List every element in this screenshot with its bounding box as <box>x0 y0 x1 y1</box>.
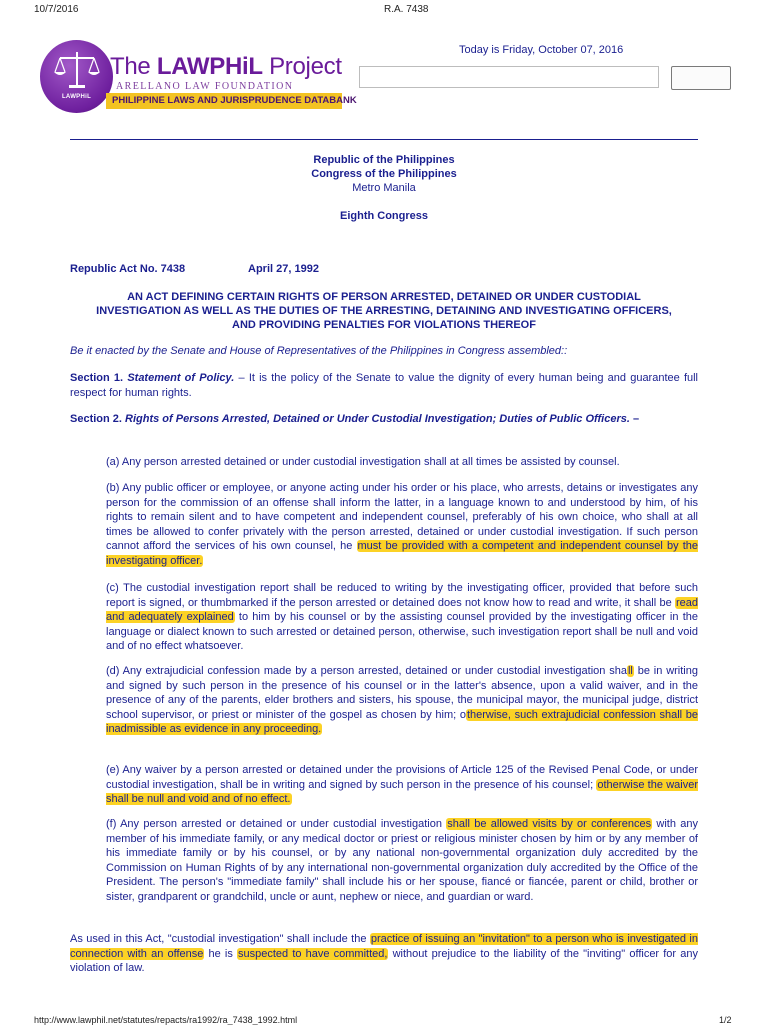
highlight-f-1: shall be allowed visits by or conferences <box>447 818 652 830</box>
heading-city: Metro Manila <box>352 182 416 194</box>
heading-eighth-congress: Eighth Congress <box>339 210 428 222</box>
highlight-g-1: practice of issuing an "invitation" to a person who is investigated in connection with an offense <box>70 933 698 960</box>
paragraph-b-text: (b) Any public officer or employee, or anyone acting under his order or his place, who arrests, detains or investigates any person for the commission of an offense shall inform the latter, in a language known to and understood by him, of his rights to remain silent and to have competent and independent counsel, preferably of his own choice, who shall at all times be allowed to confer privately with the person arrested, detained or under custodial investigation. If such person cannot afford the services of his own counsel, he <box>106 482 698 552</box>
search-button[interactable] <box>671 66 731 90</box>
print-date: 10/7/2016 <box>34 4 79 15</box>
paragraph-e <box>106 763 698 807</box>
logo-title-suffix: Project <box>262 53 342 80</box>
today-date: Today is Friday, October 07, 2016 <box>459 44 624 56</box>
scales-of-justice-icon <box>52 48 102 92</box>
paragraph-definition-text-2: he is <box>204 947 238 960</box>
paragraph-a: (a) Any person arrested detained or under custodial investigation shall at all times be assisted by counsel. <box>106 456 620 468</box>
paragraph-b <box>106 481 698 568</box>
paragraph-c <box>106 581 698 654</box>
paragraph-d-text-2: be in writing and signed by such person in the presence of his counsel or in the latter's absence, upon a valid waiver, and in the presence of any of the parents, elder brothers and sisters, his spouse, the municipal mayor, the municipal judge, district school supervisor, or priest or minister of the gospel as chosen by him; o <box>106 665 698 721</box>
highlight-c-1: read and adequately explained <box>106 596 698 623</box>
paragraph-d <box>106 664 698 737</box>
logo-databank-bar: PHILIPPINE LAWS AND JURISPRUDENCE DATABANK <box>106 93 342 109</box>
print-title: R.A. 7438 <box>384 4 429 15</box>
lawphil-logo[interactable] <box>40 40 357 113</box>
section-1-heading: Statement of Policy. <box>127 372 235 384</box>
logo-title-prefix: The <box>110 53 157 80</box>
paragraph-f <box>106 817 698 904</box>
print-footer-url[interactable]: http://www.lawphil.net/statutes/repacts/ra1992/ra_7438_1992.html <box>34 1015 298 1025</box>
logo-subtitle: ARELLANO LAW FOUNDATION <box>116 81 294 92</box>
logo-title <box>110 53 342 81</box>
logo-title-brand: LAWPHiL <box>156 53 263 80</box>
highlight-d-1: ll <box>627 665 633 677</box>
section-1-text: – It is the policy of the Senate to value the dignity of every human being and guarantee full respect for human rights. <box>70 372 699 399</box>
logo-emblem <box>40 40 113 113</box>
paragraph-definition-text-1: As used in this Act, "custodial investigation" shall include the <box>70 933 370 945</box>
ra-number: Republic Act No. 7438 <box>70 263 186 275</box>
section-1 <box>70 371 698 400</box>
heading-congress: Congress of the Philippines <box>311 168 457 180</box>
search-input[interactable] <box>359 66 659 88</box>
ra-date: April 27, 1992 <box>248 263 319 275</box>
enacting-clause: Be it enacted by the Senate and House of Representatives of the Philippines in Congress assembled:: <box>70 345 568 357</box>
highlight-g-2: suspected to have committed, <box>238 947 388 960</box>
paragraph-definition <box>70 932 698 976</box>
logo-circle-text: LAWPHiL <box>61 94 92 100</box>
section-1-label: Section 1. <box>70 372 124 384</box>
header-divider <box>70 139 698 140</box>
paragraph-d-text-1: (d) Any extrajudicial confession made by a person arrested, detained or under custodial investigation sha <box>106 665 627 677</box>
paragraph-f-text-1: (f) Any person arrested or detained or under custodial investigation <box>106 818 447 830</box>
paragraph-definition-text-3: without prejudice to the liability of the "inviting" officer for any violation of law. <box>70 947 698 974</box>
print-footer-page: 1/2 <box>719 1015 732 1025</box>
highlight-d-2: therwise, such extrajudicial confession shall be inadmissible as evidence in any proceeding. <box>106 708 699 735</box>
section-2-dash: – <box>629 413 640 425</box>
heading-republic: Republic of the Philippines <box>313 154 455 166</box>
paragraph-e-text: (e) Any waiver by a person arrested or detained under the provisions of Article 125 of the Revised Penal Code, or under custodial investigation, shall be in writing and signed by such person in the presence of his counsel; <box>106 764 698 791</box>
section-2-label: Section 2. <box>70 413 122 425</box>
section-2 <box>70 412 698 427</box>
highlight-b-1: must be provided with a competent and independent counsel by the investigating officer. <box>106 540 699 567</box>
section-2-heading: Rights of Persons Arrested, Detained or Under Custodial Investigation; Duties of Public Officers. <box>125 413 630 425</box>
paragraph-c-text-1: (c) The custodial investigation report shall be reduced to writing by the investigating officer, provided that before such report is signed, or thumbmarked if the person arrested or detained does not know how to read and write, it shall be <box>106 582 698 609</box>
highlight-e-1: otherwise the waiver shall be null and void and of no effect. <box>106 778 698 805</box>
paragraph-c-text-2: to him by his counsel or by the assisting counsel provided by the investigating officer in the language or dialect known to such arrested or detained person, otherwise, such investigation report shall be null and void and of no effect whatsoever. <box>106 611 698 652</box>
act-title: AN ACT DEFINING CERTAIN RIGHTS OF PERSON ARRESTED, DETAINED OR UNDER CUSTODIAL INVESTIGATION AS WELL AS THE DUTIES OF THE ARRESTING, DETAINING AND INVESTIGATING OFFICERS, AND PROVIDING PENALTIES FOR VIOLATIONS THEREOF <box>96 291 672 331</box>
paragraph-f-text-2: with any member of his immediate family, or any medical doctor or priest or religious minister chosen by him or by any member of his immediate family or by his counsel, or by any national non-governmental organization duly accredited by the Commission on Human Rights of by any international non-governmental organization duly accredited by the Office of the President. The person's "immediate family" shall include his or her spouse, fiancé or fiancée, parent or child, brother or sister, grandparent or grandchild, uncle or aunt, nephew or niece, and guardian or ward. <box>106 818 698 903</box>
